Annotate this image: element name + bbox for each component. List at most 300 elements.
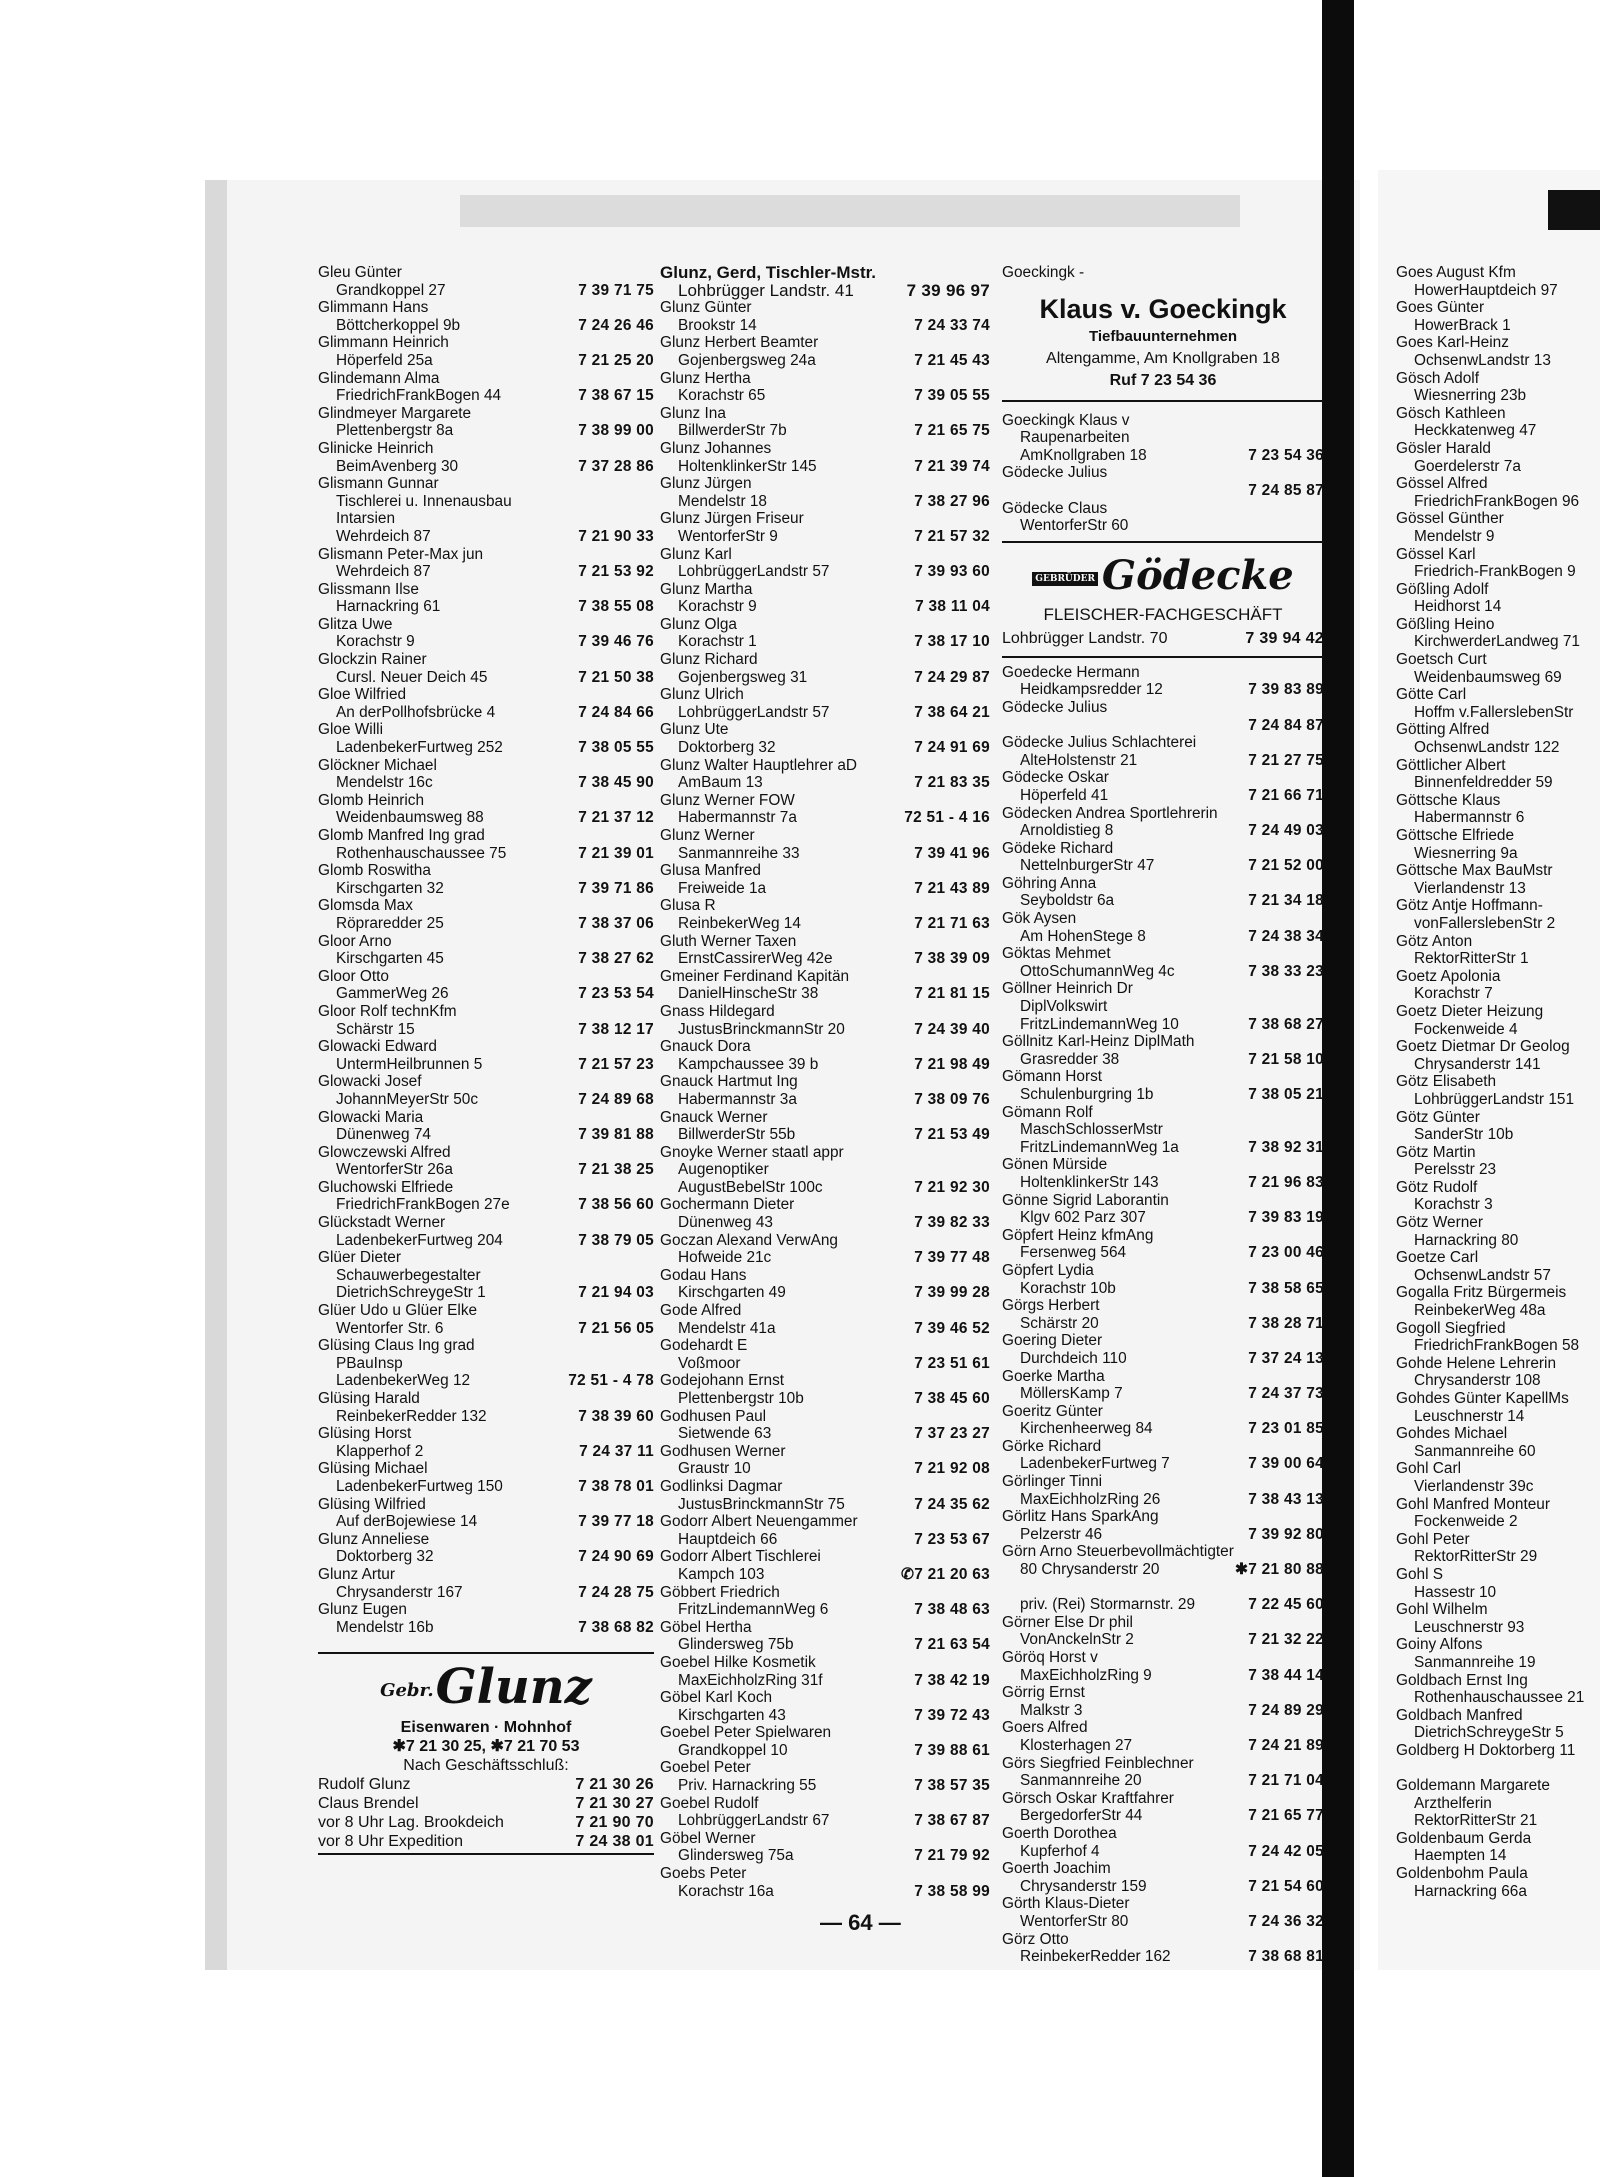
- entry-name: Glüer Udo u Glüer Elke: [318, 1302, 478, 1320]
- entry-name: Göllner Heinrich Dr: [1002, 980, 1133, 998]
- directory-entry: [1002, 1297, 1324, 1332]
- entry-phone: 7 39 88 61: [914, 1741, 990, 1759]
- directory-entry: [1396, 1390, 1600, 1425]
- entry-name: Gödeke Richard: [1002, 839, 1114, 857]
- entry-name: Göttsche Elfriede: [1396, 827, 1515, 844]
- entry-name: Görgs Herbert: [1002, 1297, 1100, 1315]
- entry-detail: SanderStr 10b: [1414, 1126, 1514, 1144]
- entry-detail: MaxEichholzRing 26: [1020, 1490, 1161, 1508]
- entry-name: Gogoll Siegfried: [1396, 1319, 1506, 1337]
- entry-phone: 7 21 92 30: [914, 1178, 990, 1196]
- entry-detail: Chrysanderstr 159: [1020, 1877, 1147, 1895]
- entry-detail: Leuschnerstr 93: [1414, 1618, 1525, 1636]
- entry-phone: 7 39 46 76: [578, 633, 654, 651]
- entry-phone: 7 24 89 68: [578, 1090, 654, 1108]
- directory-entry: [1396, 264, 1600, 299]
- entry-name: Göttlicher Albert: [1396, 756, 1506, 774]
- entry-phone: 7 21 98 49: [914, 1055, 990, 1073]
- entry-phone: 7 24 42 05: [1248, 1842, 1324, 1860]
- entry-name: Godau Hans: [660, 1266, 747, 1284]
- directory-entry: [660, 370, 990, 405]
- entry-detail: WentorferStr 60: [1020, 517, 1129, 535]
- glunz-contact-label: vor 8 Uhr Lag. Brookdeich: [318, 1813, 504, 1831]
- entry-name: Goeritz Günter: [1002, 1402, 1103, 1420]
- entry-name: Göpfert Heinz kfmAng: [1002, 1226, 1154, 1244]
- entry-detail: ReinbekerRedder 132: [336, 1407, 487, 1425]
- entry-phone: 7 39 71 86: [578, 879, 654, 897]
- entry-name: Goetz Apolonia: [1396, 967, 1501, 985]
- directory-entry: [1002, 1156, 1324, 1191]
- directory-entry: [1002, 1579, 1324, 1614]
- entry-name: Glimmann Hans: [318, 299, 429, 317]
- entry-detail: DietrichSchreygeStr 5: [1414, 1724, 1564, 1742]
- entry-detail: ErnstCassirerWeg 42e: [678, 950, 833, 968]
- directory-entry: [318, 1003, 654, 1038]
- entry-name: Göbel Karl Koch: [660, 1689, 773, 1707]
- entry-phone: 7 21 39 74: [914, 457, 990, 475]
- entry-name: Gohl Peter: [1396, 1530, 1470, 1548]
- entry-name: Götz Antje Hoffmann-: [1396, 897, 1543, 915]
- column-1: [318, 264, 654, 1855]
- book-binding: [1322, 0, 1354, 2177]
- entry-phone: 7 21 92 08: [914, 1460, 990, 1478]
- entry-phone: 7 21 34 18: [1248, 892, 1324, 910]
- entry-name: Glomsda Max: [318, 897, 413, 915]
- glunz-contact-phone: 7 21 30 26: [575, 1775, 654, 1793]
- entry-detail: FritzLindemannWeg 10: [1020, 1015, 1179, 1033]
- entry-phone: 7 21 38 25: [578, 1161, 654, 1179]
- entry-detail: Wehrdeich 87: [336, 563, 431, 581]
- entry-detail: OchsenwLandstr 13: [1414, 351, 1551, 369]
- entry-name: Gössel Günther: [1396, 510, 1504, 528]
- directory-entry: [1002, 1825, 1324, 1860]
- entry-phone: 7 21 94 03: [578, 1284, 654, 1302]
- directory-entry: [318, 1601, 654, 1636]
- entry-detail: AlteHolstenstr 21: [1020, 751, 1138, 769]
- entry-detail: MöllersKamp 7: [1020, 1385, 1123, 1403]
- entry-detail: BillwerderStr 7b: [678, 422, 787, 440]
- directory-entry: [1002, 1104, 1324, 1157]
- entry-detail: OchsenwLandstr 57: [1414, 1266, 1551, 1284]
- entry-phone: 7 24 36 32: [1248, 1912, 1324, 1930]
- goedecke-logo: [1002, 553, 1324, 602]
- goedecke-phone: 7 39 94 42: [1245, 629, 1324, 647]
- entry-phone: 7 23 53 67: [914, 1530, 990, 1548]
- page-number: — 64 —: [820, 1910, 901, 1935]
- faded-header-band: [460, 195, 1240, 227]
- entry-phone: 7 38 27 96: [914, 492, 990, 510]
- column-2-entries: [660, 299, 990, 1900]
- entry-phone: 7 38 45 90: [578, 774, 654, 792]
- directory-entry: [318, 1390, 654, 1425]
- entry-detail: Rothenhauschaussee 75: [336, 844, 507, 862]
- entry-name: Göktas Mehmet: [1002, 945, 1111, 963]
- entry-detail: Schärstr 15: [336, 1020, 415, 1038]
- directory-entry: [318, 334, 654, 369]
- entry-phone: 7 24 90 69: [578, 1548, 654, 1566]
- goeckingk-trade: Tiefbauunternehmen: [1088, 327, 1238, 345]
- directory-entry: [1396, 897, 1600, 932]
- entry-detail: DanielHinscheStr 38: [678, 985, 819, 1003]
- entry-detail: Chrysanderstr 141: [1414, 1055, 1541, 1073]
- entry-name: Görth Klaus-Dieter: [1002, 1895, 1130, 1913]
- entry-detail: Sanmannreihe 33: [678, 844, 800, 862]
- directory-entry: [1396, 686, 1600, 721]
- directory-entry: [318, 933, 654, 968]
- entry-detail: Korachstr 16a: [678, 1882, 774, 1900]
- entry-detail: Rothenhauschaussee 21: [1414, 1689, 1585, 1707]
- entry-detail: Kirschgarten 43: [678, 1706, 786, 1724]
- glunz-trade: Eisenwaren · Mohnhof: [400, 1718, 572, 1736]
- entry-name: Gönne Sigrid Laborantin: [1002, 1191, 1169, 1209]
- entry-detail: Habermannstr 6: [1414, 809, 1525, 827]
- column-2-head-entry: [660, 264, 990, 299]
- entry-name: Göllnitz Karl-Heinz DiplMath: [1002, 1033, 1195, 1051]
- entry-name: Gnauck Werner: [660, 1108, 768, 1126]
- entry-name: Göttsche Max BauMstr: [1396, 862, 1553, 880]
- entry-name: Goetsch Curt: [1396, 651, 1487, 669]
- entry-detail: Mendelstr 16b: [336, 1618, 434, 1636]
- directory-entry: [318, 897, 654, 932]
- entry-name: Goerke Martha: [1002, 1367, 1105, 1385]
- entry-detail: AmKnollgraben 18: [1020, 446, 1147, 464]
- entry-name: Goebel Peter: [660, 1759, 751, 1777]
- directory-entry: [1002, 805, 1324, 840]
- entry-name: Görlitz Hans SparkAng: [1002, 1508, 1159, 1526]
- entry-detail: PBauInsp: [336, 1354, 403, 1372]
- entry-name: Godlinksi Dagmar: [660, 1477, 783, 1495]
- entry-name: Godhusen Werner: [660, 1442, 786, 1460]
- directory-entry: [1396, 370, 1600, 405]
- glunz-advert: [318, 1652, 654, 1855]
- entry-name: Göbel Werner: [660, 1829, 756, 1847]
- glunz-contact-label: Claus Brendel: [318, 1794, 419, 1812]
- entry-name: Gödecke Julius: [1002, 698, 1108, 716]
- entry-detail: BeimAvenberg 30: [336, 457, 459, 475]
- entry-detail: Auf derBojewiese 14: [336, 1513, 478, 1531]
- entry-phone: 7 38 27 62: [578, 950, 654, 968]
- directory-entry: [660, 475, 990, 510]
- entry-detail: Wentorfer Str. 6: [336, 1319, 444, 1337]
- entry-detail: Fockenweide 4: [1414, 1020, 1518, 1038]
- entry-detail: LadenbekerFurtweg 204: [336, 1231, 503, 1249]
- entry-phone: 7 38 58 99: [914, 1882, 990, 1900]
- directory-entry: [660, 862, 990, 897]
- entry-detail: Fockenweide 2: [1414, 1513, 1518, 1531]
- entry-detail: NettelnburgerStr 47: [1020, 857, 1155, 875]
- directory-entry: [1002, 1508, 1324, 1543]
- entry-detail: ReinbekerRedder 162: [1020, 1948, 1171, 1966]
- entry-name: Glunz Walter Hauptlehrer aD: [660, 756, 858, 774]
- entry-phone: 7 21 56 05: [578, 1319, 654, 1337]
- entry-name: Götting Alfred: [1396, 721, 1490, 739]
- entry-name: Godhusen Paul: [660, 1407, 767, 1425]
- entry-detail: Klapperhof 2: [336, 1442, 424, 1460]
- directory-entry: [1396, 1601, 1600, 1636]
- entry-phone: 7 38 78 01: [578, 1477, 654, 1495]
- entry-detail: Hoffm v.FallerslebenStr: [1414, 703, 1574, 721]
- entry-detail: HowerHauptdeich 97: [1414, 281, 1558, 299]
- entry-name: Glowacki Edward: [318, 1038, 437, 1056]
- entry-detail: Freiweide 1a: [678, 879, 767, 897]
- entry-name: Glunz Eugen: [318, 1601, 407, 1619]
- entry-detail: Raupenarbeiten: [1020, 429, 1130, 447]
- directory-entry: [1002, 1614, 1324, 1649]
- entry-phone: 7 21 27 75: [1248, 751, 1324, 769]
- entry-name: Goedecke Hermann: [1002, 663, 1140, 681]
- entry-detail: HoltenklinkerStr 143: [1020, 1173, 1159, 1191]
- entry-name: Glinicke Heinrich: [318, 439, 434, 457]
- entry-detail: Korachstr 1: [678, 633, 757, 651]
- directory-entry: [660, 1109, 990, 1144]
- directory-entry: [1396, 1109, 1600, 1144]
- entry-detail: Friedrich-FrankBogen 9: [1414, 563, 1576, 581]
- directory-entry: [1396, 581, 1600, 616]
- directory-entry: [318, 1038, 654, 1073]
- entry-detail: Leuschnerstr 14: [1414, 1407, 1525, 1425]
- glunz-contact-row: [318, 1775, 654, 1794]
- entry-name: Glunz Werner FOW: [660, 791, 795, 809]
- entry-name: Glüsing Wilfried: [318, 1495, 426, 1513]
- directory-entry: [1002, 875, 1324, 910]
- directory-entry: [660, 546, 990, 581]
- entry-name: Glüsing Claus Ing grad: [318, 1337, 475, 1355]
- entry-name: Goers Alfred: [1002, 1719, 1088, 1737]
- entry-name: Glindmeyer Margarete: [318, 404, 472, 422]
- goedecke-address: Lohbrügger Landstr. 70: [1002, 629, 1168, 647]
- column-3-running-head: Goeckingk -: [1002, 264, 1085, 281]
- entry-name: Gloor Otto: [318, 967, 389, 985]
- directory-entry: [1396, 1742, 1600, 1777]
- directory-entry: [1396, 616, 1600, 651]
- directory-entry: [1396, 440, 1600, 475]
- entry-phone: 7 21 66 71: [1248, 786, 1324, 804]
- directory-entry: [1002, 945, 1324, 980]
- entry-name: Gohl S: [1396, 1565, 1444, 1583]
- entry-detail: Wiesnerring 9a: [1414, 844, 1518, 862]
- glunz-contact-row: [318, 1832, 654, 1851]
- directory-entry: [660, 1865, 990, 1900]
- entry-name: Glunz Richard: [660, 651, 758, 669]
- glunz-contact-row: [318, 1813, 654, 1832]
- entry-detail: Graustr 10: [678, 1460, 751, 1478]
- entry-phone: 7 39 41 96: [914, 844, 990, 862]
- entry-detail: LadenbekerFurtweg 150: [336, 1477, 503, 1495]
- entry-detail: Schulenburgring 1b: [1020, 1086, 1154, 1103]
- entry-name: Götz Werner: [1396, 1214, 1483, 1232]
- entry-name: Goebel Rudolf: [660, 1794, 759, 1812]
- entry-detail: Brookstr 14: [678, 316, 757, 334]
- entry-phone: 7 38 68 81: [1248, 1948, 1324, 1966]
- entry-phone: 7 39 05 55: [914, 387, 990, 405]
- entry-detail: Schauwerbegestalter: [336, 1266, 481, 1284]
- directory-entry: [318, 299, 654, 334]
- entry-name: Glunz Jürgen: [660, 475, 752, 493]
- entry-name: Gloor Arno: [318, 932, 392, 950]
- directory-entry: [1396, 475, 1600, 510]
- directory-entry: [1396, 1707, 1600, 1742]
- entry-phone: 7 21 54 60: [1248, 1877, 1324, 1895]
- entry-phone: 7 21 65 75: [914, 422, 990, 440]
- directory-entry: [318, 1144, 654, 1179]
- directory-entry: [1002, 1262, 1324, 1297]
- entry-phone: 72 51 - 4 78: [568, 1372, 654, 1390]
- directory-entry: [1002, 1438, 1324, 1473]
- entry-name: Gohl Wilhelm: [1396, 1601, 1488, 1619]
- directory-entry: [1002, 1332, 1324, 1367]
- entry-name: Goldberg H Doktorberg 11: [1396, 1741, 1576, 1759]
- directory-entry: [660, 1795, 990, 1830]
- entry-detail: WentorferStr 80: [1020, 1912, 1129, 1930]
- directory-entry: [660, 933, 990, 968]
- entry-name: Godorr Albert Neuengammer: [660, 1513, 858, 1531]
- directory-entry: [1002, 840, 1324, 875]
- entry-name: Goebel Hilke Kosmetik: [660, 1653, 816, 1671]
- directory-entry: [1396, 1144, 1600, 1179]
- directory-entry: [1002, 1543, 1324, 1578]
- entry-detail: FriedrichFrankBogen 58: [1414, 1337, 1580, 1355]
- directory-entry: [660, 1513, 990, 1548]
- directory-entry: [318, 370, 654, 405]
- entry-phone: 7 39 82 33: [914, 1214, 990, 1232]
- entry-phone: 7 38 64 21: [914, 703, 990, 721]
- entry-name: Görner Else Dr phil: [1002, 1613, 1133, 1631]
- entry-detail: Hauptdeich 66: [678, 1530, 778, 1548]
- entry-name: Gohde Helene Lehrerin: [1396, 1354, 1557, 1372]
- column-2: [660, 264, 990, 1900]
- entry-detail: Voßmoor: [678, 1354, 741, 1372]
- entry-name: Götz Rudolf: [1396, 1178, 1478, 1196]
- entry-name: Götz Martin: [1396, 1143, 1476, 1161]
- directory-entry: [318, 1496, 654, 1531]
- entry-phone: 7 21 43 89: [914, 879, 990, 897]
- directory-entry: [318, 264, 654, 299]
- entry-name: Glunz Jürgen Friseur: [660, 510, 804, 528]
- directory-entry: [318, 546, 654, 581]
- entry-phone: 7 39 77 18: [578, 1513, 654, 1531]
- directory-entry: [1002, 769, 1324, 804]
- entry-name: Glomb Manfred Ing grad: [318, 827, 485, 844]
- entry-phone: 7 24 37 73: [1248, 1385, 1324, 1403]
- entry-detail: Grasredder 38: [1020, 1050, 1120, 1068]
- entry-detail: ReinbekerWeg 14: [678, 914, 801, 932]
- entry-phone: 7 21 81 15: [914, 985, 990, 1003]
- entry-detail: 80 Chrysanderstr 20: [1020, 1561, 1160, 1579]
- directory-entry: [660, 1003, 990, 1038]
- entry-name: Glunz Ute: [660, 721, 729, 739]
- entry-name: Goldbach Ernst Ing: [1396, 1671, 1528, 1689]
- directory-entry: [1002, 412, 1324, 465]
- entry-name: Glunz Olga: [660, 615, 737, 633]
- entry-name: Gödecke Julius Schlachterei: [1002, 734, 1197, 752]
- entry-name: Görz Otto: [1002, 1930, 1069, 1948]
- entry-detail: Sanmannreihe 19: [1414, 1653, 1536, 1671]
- entry-name: Glunz Hertha: [660, 369, 751, 387]
- entry-name: Gogalla Fritz Bürgermeis: [1396, 1284, 1567, 1302]
- entry-phone: 7 38 67 87: [914, 1812, 990, 1830]
- directory-entry: [318, 405, 654, 440]
- entry-name: Gömann Horst: [1002, 1068, 1103, 1086]
- directory-entry: [1396, 1636, 1600, 1671]
- directory-entry: [318, 1179, 654, 1214]
- entry-detail: Seyboldstr 6a: [1020, 892, 1115, 910]
- directory-entry: [1396, 546, 1600, 581]
- directory-entry: [1002, 699, 1324, 734]
- entry-detail: Höperfeld 25a: [336, 351, 433, 369]
- directory-entry: [660, 1689, 990, 1724]
- directory-entry: [1002, 980, 1324, 1033]
- entry-detail: Weidenbaumsweg 88: [336, 809, 484, 827]
- directory-entry: [1396, 721, 1600, 756]
- entry-name: Glüsing Horst: [318, 1425, 412, 1443]
- entry-phone: 7 38 12 17: [578, 1020, 654, 1038]
- directory-entry: [1396, 1038, 1600, 1073]
- entry-name: Glunz Artur: [318, 1565, 395, 1583]
- glunz-contact-phone: 7 21 90 70: [575, 1813, 654, 1831]
- entry-detail: Perelsstr 23: [1414, 1161, 1497, 1179]
- entry-detail: JustusBrinckmannStr 20: [678, 1020, 845, 1038]
- directory-entry: [1002, 1931, 1324, 1966]
- entry-name: Glöckner Michael: [318, 756, 437, 774]
- directory-entry: [660, 405, 990, 440]
- entry-detail: priv. (Rei) Stormarnstr. 29: [1020, 1596, 1196, 1614]
- entry-name: Gohdes Günter KapellMs: [1396, 1390, 1569, 1407]
- glunz-contact-label: vor 8 Uhr Expedition: [318, 1832, 463, 1850]
- entry-name: Godehardt E: [660, 1337, 748, 1355]
- directory-entry: [1002, 1684, 1324, 1719]
- entry-detail: Binnenfeldredder 59: [1414, 774, 1553, 792]
- directory-entry: [318, 792, 654, 827]
- directory-entry: [660, 1759, 990, 1794]
- directory-entry: [1002, 1473, 1324, 1508]
- entry-phone: 7 22 45 60: [1248, 1596, 1324, 1614]
- entry-detail: ReinbekerWeg 48a: [1414, 1302, 1546, 1320]
- directory-entry: [660, 792, 990, 827]
- entry-detail: Intarsien: [336, 510, 396, 528]
- directory-entry: [318, 1531, 654, 1566]
- entry-detail: LadenbekerFurtweg 252: [336, 739, 503, 757]
- glunz-contact-label: Rudolf Glunz: [318, 1775, 411, 1793]
- entry-detail: RektorRitterStr 21: [1414, 1812, 1538, 1830]
- entry-detail: Cursl. Neuer Deich 45: [336, 668, 488, 686]
- goeckingk-address: Altengamme, Am Knollgraben 18: [1046, 349, 1280, 367]
- directory-entry: [660, 1267, 990, 1302]
- entry-detail: Mendelstr 16c: [336, 774, 433, 792]
- entry-detail: Korachstr 3: [1414, 1196, 1493, 1214]
- directory-entry: [1396, 862, 1600, 897]
- entry-detail: Chrysanderstr 167: [336, 1583, 463, 1601]
- entry-name: Gohl Carl: [1396, 1460, 1462, 1478]
- entry-detail: Mendelstr 9: [1414, 527, 1495, 545]
- directory-entry: [1396, 1830, 1600, 1865]
- entry-detail: Gojenbergsweg 31: [678, 668, 808, 686]
- entry-phone: 7 38 05 21: [1248, 1086, 1324, 1103]
- entry-detail: FriedrichFrankBogen 27e: [336, 1196, 510, 1214]
- entry-phone: 7 24 33 74: [914, 316, 990, 334]
- entry-phone: 7 23 00 46: [1248, 1244, 1324, 1262]
- directory-entry: [318, 686, 654, 721]
- entry-detail: Grandkoppel 27: [336, 281, 446, 299]
- directory-entry: [660, 686, 990, 721]
- directory-entry: [1002, 1860, 1324, 1895]
- directory-entry: [1002, 464, 1324, 499]
- directory-entry: [1396, 1073, 1600, 1108]
- directory-entry: [660, 1038, 990, 1073]
- right-page-header-block: [1548, 190, 1600, 230]
- directory-entry: [1002, 734, 1324, 769]
- entry-phone: 7 38 33 23: [1248, 962, 1324, 980]
- entry-detail: AmBaum 13: [678, 774, 763, 792]
